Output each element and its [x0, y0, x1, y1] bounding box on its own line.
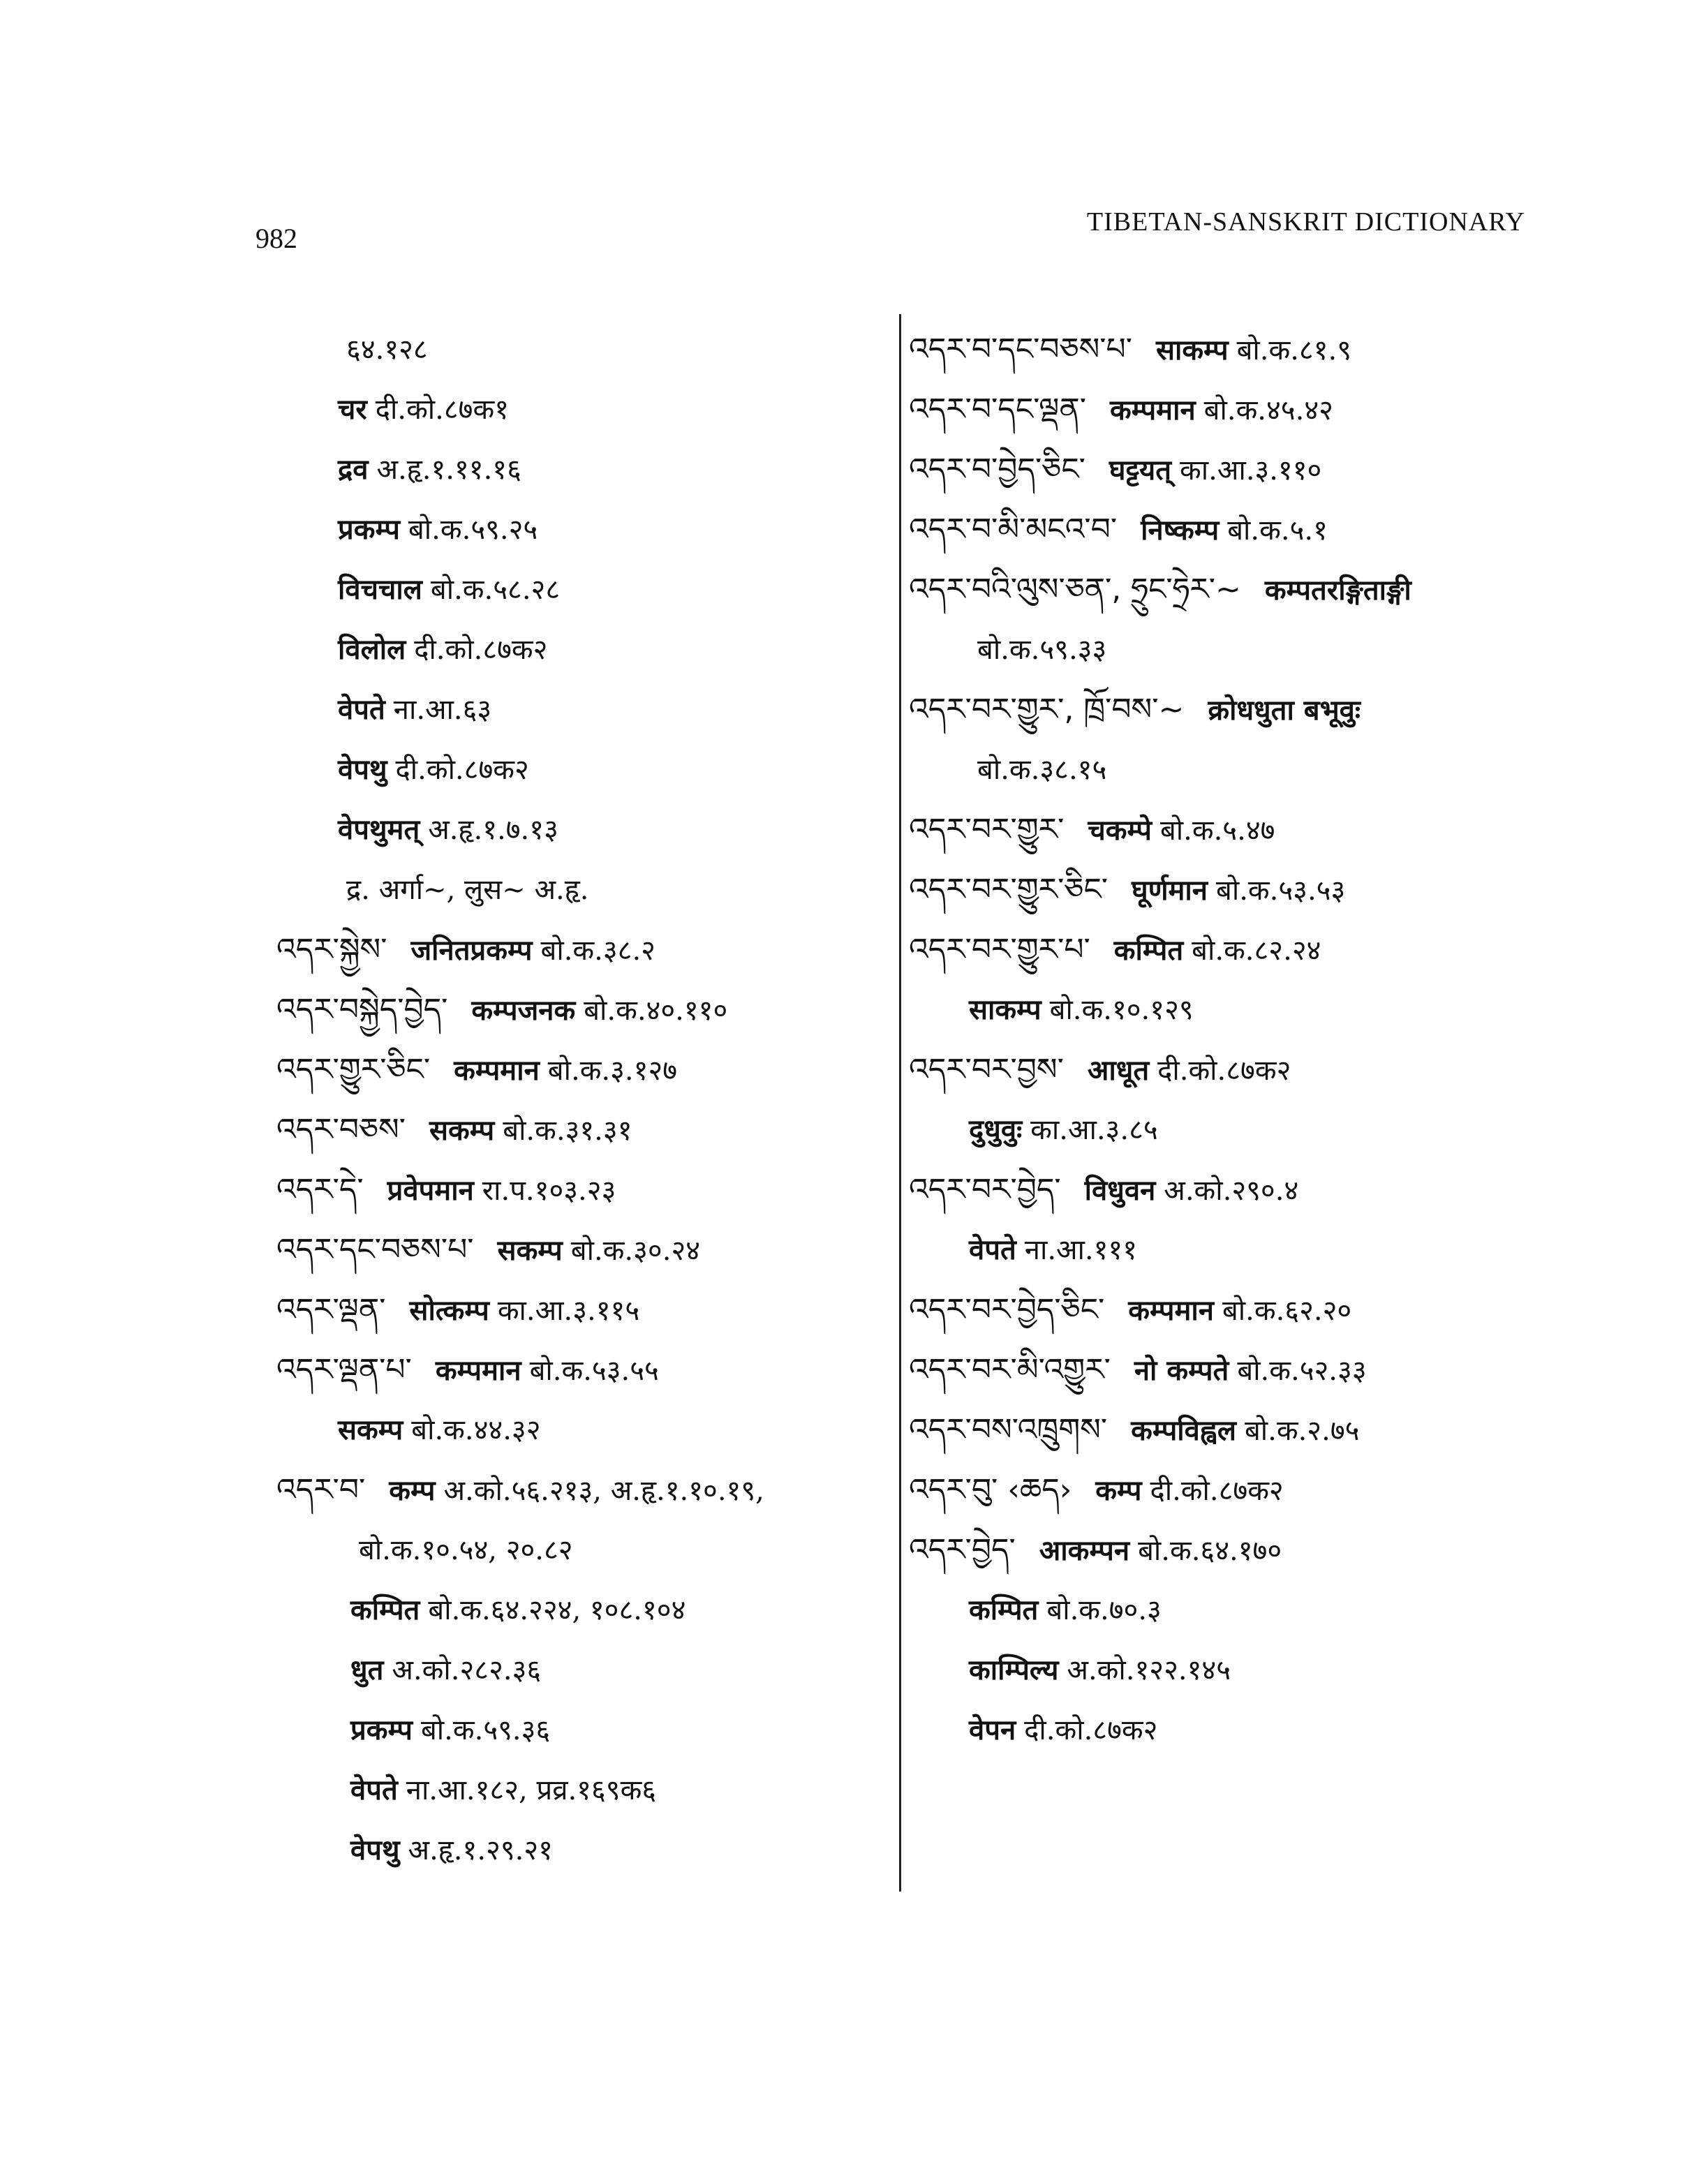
dictionary-entry	[276, 680, 891, 740]
source-reference: दी.को.८७क२	[1024, 1714, 1158, 1746]
dictionary-entry	[276, 1100, 891, 1160]
tibetan-headword: འདར་བྱེད་	[909, 1532, 1016, 1568]
source-reference: का.आ.३.८५	[1030, 1114, 1158, 1146]
tibetan-headword: འདར་བཅས་	[276, 1112, 406, 1147]
source-reference: अ.को.१२२.१४५	[1067, 1654, 1231, 1686]
dictionary-entry	[276, 1820, 891, 1880]
sanskrit-equivalent: वेपते	[969, 1233, 1016, 1266]
source-reference: दी.को.८७क१	[375, 394, 509, 426]
dictionary-entry	[276, 1580, 891, 1640]
sanskrit-equivalent: वेपते	[350, 1774, 398, 1806]
sanskrit-equivalent: आकम्पन	[1039, 1534, 1130, 1567]
sanskrit-equivalent: सोत्कम्प	[409, 1294, 489, 1327]
sanskrit-equivalent: विचचाल	[338, 573, 422, 606]
source-reference: ना.आ.१११	[1024, 1234, 1138, 1266]
source-reference: बो.क.२.७५	[1244, 1415, 1360, 1447]
dictionary-entry	[276, 440, 891, 500]
source-reference: बो.क.६४.२२४, १०८.१०४	[428, 1594, 686, 1626]
source-reference: बो.क.५३.५३	[1216, 875, 1346, 907]
tibetan-headword: འདར་བ་བྱེད་ཅིང་	[909, 452, 1085, 487]
dictionary-entry	[276, 1640, 891, 1700]
sanskrit-equivalent: घट्टयत्	[1109, 454, 1172, 486]
sanskrit-equivalent: कम्पतरङ्गिताङ्गी	[1264, 574, 1411, 607]
source-reference: बो.क.३८.२	[540, 935, 655, 967]
sanskrit-equivalent: वेपते	[338, 693, 385, 726]
source-reference: द्र. अर्गा~, लुस~ अ.हृ.	[346, 874, 589, 906]
dictionary-entry	[276, 1460, 891, 1520]
tibetan-headword: འདར་བུ་ ‹ཆད›	[909, 1472, 1072, 1508]
sanskrit-equivalent: कम्पित	[1113, 934, 1184, 967]
tibetan-headword: འདར་ལྡན་པ་	[276, 1352, 412, 1388]
sanskrit-equivalent: कम्प	[389, 1474, 436, 1507]
dictionary-entry	[276, 1700, 891, 1760]
tibetan-headword: འདར་གྱུར་ཅིང་	[276, 1052, 431, 1087]
tibetan-headword: འདར་བ་	[276, 1472, 366, 1508]
sanskrit-equivalent: प्रकम्प	[338, 513, 400, 546]
source-reference: बो.क.४०.११०	[584, 995, 728, 1027]
source-reference: का.आ.३.११०	[1180, 454, 1322, 486]
dictionary-entry	[276, 560, 891, 620]
source-reference: अ.हृ.१.११.१६	[376, 454, 521, 486]
sanskrit-equivalent: साकम्प	[1155, 334, 1229, 366]
sanskrit-equivalent: प्रवेपमान	[387, 1174, 474, 1207]
sanskrit-equivalent: कम्पमान	[454, 1054, 540, 1087]
sanskrit-equivalent: वेपथु	[350, 1834, 400, 1866]
tibetan-headword: འདར་ལྡན་	[276, 1292, 386, 1328]
sanskrit-equivalent: सकम्प	[338, 1413, 403, 1446]
sanskrit-equivalent: कम्पित	[969, 1594, 1039, 1626]
source-reference: बो.क.४५.४२	[1203, 394, 1333, 426]
sanskrit-equivalent: कम्पमान	[1128, 1294, 1214, 1327]
tibetan-headword: འདར་བ་དང་ལྡན་	[909, 392, 1086, 427]
dictionary-entry	[909, 380, 1537, 440]
sanskrit-equivalent: वेपथुमत्	[338, 813, 420, 846]
sanskrit-equivalent: जनितप्रकम्प	[410, 934, 533, 967]
source-reference: बो.क.८१.९	[1236, 334, 1352, 366]
sanskrit-equivalent: कम्पमान	[435, 1354, 521, 1387]
source-reference: बो.क.७०.३	[1046, 1594, 1162, 1626]
source-reference: बो.क.४४.३२	[411, 1414, 541, 1446]
source-reference: ना.आ.१८२, प्रव्र.१६९क६	[406, 1774, 657, 1806]
dictionary-entry	[276, 1520, 891, 1580]
sanskrit-equivalent: कम्पविह्वल	[1131, 1414, 1236, 1447]
tibetan-headword: འདར་བར་མི་འགྱུར་	[909, 1352, 1111, 1388]
sanskrit-equivalent: आधूत	[1087, 1054, 1150, 1087]
source-reference: बो.क.६२.२०	[1222, 1295, 1352, 1327]
source-reference: बो.क.८२.२४	[1192, 935, 1321, 967]
source-reference: अ.हृ.१.७.१३	[428, 814, 558, 846]
tibetan-headword: འདར་བས་འཁྲུགས་	[909, 1412, 1108, 1448]
tibetan-headword: འདར་བར་བྱེད་	[909, 1172, 1061, 1208]
sanskrit-equivalent: साकम्प	[969, 993, 1042, 1026]
sanskrit-equivalent: विधुवन	[1084, 1174, 1156, 1207]
sanskrit-equivalent: घूर्णमान	[1131, 874, 1208, 907]
dictionary-entry	[909, 1640, 1537, 1700]
page-number: 982	[255, 223, 297, 254]
dictionary-entry	[276, 500, 891, 560]
dictionary-entry	[909, 1280, 1537, 1340]
sanskrit-equivalent: वेपथु	[338, 753, 387, 786]
source-reference: बो.क.५३.५५	[529, 1355, 659, 1387]
dictionary-entry	[909, 320, 1537, 380]
dictionary-entry	[909, 620, 1537, 680]
dictionary-entry	[909, 1340, 1537, 1400]
source-reference: अ.हृ.१.२९.२१	[408, 1834, 553, 1866]
source-reference: ना.आ.६३	[393, 694, 492, 726]
dictionary-entry	[909, 680, 1537, 740]
dictionary-entry	[276, 800, 891, 860]
sanskrit-equivalent: क्रोधधुता बभूवुः	[1208, 694, 1361, 727]
source-reference: दी.को.८७क२	[1157, 1055, 1291, 1087]
tibetan-headword: འདར་བར་བྱས་	[909, 1052, 1064, 1087]
dictionary-entry	[276, 380, 891, 440]
source-reference: बो.क.५.४७	[1159, 815, 1275, 847]
tibetan-headword: འདར་བ་དང་བཅས་པ་	[909, 332, 1132, 367]
tibetan-headword: འདར་བ་མི་མངའ་བ་	[909, 512, 1118, 547]
dictionary-entry	[276, 1760, 891, 1820]
dictionary-entry	[909, 440, 1537, 500]
column-divider	[899, 314, 901, 1892]
sanskrit-equivalent: प्रकम्प	[350, 1714, 413, 1746]
dictionary-entry	[276, 620, 891, 680]
sanskrit-equivalent: सकम्प	[429, 1114, 495, 1147]
source-reference: अ.को.५६.२१३, अ.हृ.१.१०.१९,	[443, 1475, 764, 1507]
dictionary-entry	[909, 920, 1537, 980]
source-reference: बो.क.५९.३३	[977, 634, 1107, 666]
sanskrit-equivalent: वेपन	[969, 1714, 1016, 1746]
source-reference: दी.को.८७क२	[1150, 1475, 1284, 1507]
running-head: TIBETAN-SANSKRIT DICTIONARY	[1086, 207, 1525, 237]
source-reference: बो.क.५९.३६	[420, 1714, 551, 1746]
source-reference: बो.क.५२.३३	[1237, 1355, 1367, 1387]
sanskrit-equivalent: निष्कम्प	[1141, 514, 1220, 547]
source-reference: अ.को.२९०.४	[1164, 1175, 1299, 1207]
source-reference: बो.क.५९.२५	[408, 514, 538, 546]
source-reference: दी.को.८७क२	[414, 634, 548, 666]
sanskrit-equivalent: कम्पजनक	[471, 994, 576, 1027]
dictionary-entry	[909, 860, 1537, 920]
source-reference: दी.को.८७क२	[395, 754, 529, 786]
dictionary-entry	[909, 1160, 1537, 1220]
dictionary-entry	[909, 1040, 1537, 1100]
dictionary-entry	[276, 980, 891, 1040]
source-reference: रा.प.१०३.२३	[482, 1175, 616, 1207]
sanskrit-equivalent: कम्पित	[350, 1594, 420, 1626]
source-reference: बो.क.३८.१५	[977, 754, 1107, 786]
dictionary-entry	[276, 1280, 891, 1340]
tibetan-headword: འདར་བསྐྱེད་བྱེད་	[276, 992, 448, 1027]
dictionary-entry	[276, 1160, 891, 1220]
dictionary-entry	[276, 920, 891, 980]
dictionary-entry	[909, 740, 1537, 800]
dictionary-entry	[909, 1580, 1537, 1640]
left-column	[276, 320, 891, 1880]
sanskrit-equivalent: विलोल	[338, 633, 406, 666]
dictionary-entry	[276, 1340, 891, 1400]
dictionary-entry	[909, 1220, 1537, 1280]
dictionary-entry	[276, 1220, 891, 1280]
tibetan-headword: འདར་བར་གྱུར་, ཁྲོ་བས་~	[909, 692, 1185, 727]
tibetan-headword: འདར་བར་བྱེད་ཅིང་	[909, 1292, 1105, 1328]
dictionary-entry	[909, 500, 1537, 560]
sanskrit-equivalent: सकम्प	[497, 1234, 563, 1267]
dictionary-entry	[276, 860, 891, 920]
sanskrit-equivalent: चकम्पे	[1088, 814, 1152, 847]
source-reference: बो.क.५.१	[1227, 514, 1328, 547]
dictionary-entry	[909, 800, 1537, 860]
source-reference: ६४.१२८	[346, 334, 428, 366]
source-reference: बो.क.३१.३१	[503, 1115, 632, 1147]
sanskrit-equivalent: द्रव	[338, 453, 369, 486]
tibetan-headword: འདར་བར་གྱུར་	[909, 812, 1065, 847]
dictionary-entry	[909, 1460, 1537, 1520]
tibetan-headword: འདར་དང་བཅས་པ་	[276, 1232, 474, 1268]
source-reference: बो.क.१०.१२९	[1049, 994, 1194, 1026]
dictionary-entry	[276, 740, 891, 800]
sanskrit-equivalent: दुधुवुः	[969, 1113, 1023, 1146]
sanskrit-equivalent: धुत	[350, 1654, 384, 1686]
source-reference: अ.को.२८२.३६	[392, 1654, 542, 1686]
tibetan-headword: འདར་བར་གྱུར་པ་	[909, 932, 1090, 967]
sanskrit-equivalent: कम्पमान	[1109, 394, 1196, 426]
source-reference: बो.क.५८.२८	[430, 574, 561, 606]
dictionary-entry	[276, 1400, 891, 1460]
sanskrit-equivalent: काम्पिल्य	[969, 1654, 1059, 1686]
source-reference: बो.क.६४.१७०	[1138, 1535, 1282, 1567]
source-reference: का.आ.३.११५	[497, 1295, 640, 1327]
dictionary-entry	[276, 1040, 891, 1100]
sanskrit-equivalent: चर	[338, 393, 367, 426]
dictionary-entry	[909, 1400, 1537, 1460]
sanskrit-equivalent: नो कम्पते	[1134, 1354, 1229, 1387]
dictionary-entry	[909, 1700, 1537, 1760]
dictionary-entry	[909, 980, 1537, 1040]
source-reference: बो.क.३०.२४	[570, 1235, 701, 1267]
sanskrit-equivalent: कम्प	[1095, 1474, 1142, 1507]
source-reference: बो.क.३.१२७	[547, 1055, 678, 1087]
dictionary-entry	[909, 560, 1537, 620]
tibetan-headword: འདར་སྐྱེས་	[276, 932, 387, 967]
dictionary-entry	[909, 1100, 1537, 1160]
tibetan-headword: འདར་དེ་	[276, 1172, 364, 1208]
right-column	[909, 320, 1537, 1760]
tibetan-headword: འདར་བའི་ལུས་ཅན་, ཧྲུང་ཧྲེར་~	[909, 572, 1241, 607]
dictionary-entry	[909, 1520, 1537, 1580]
source-reference: बो.क.१०.५४, २०.८२	[359, 1534, 573, 1566]
tibetan-headword: འདར་བར་གྱུར་ཅིང་	[909, 872, 1108, 907]
dictionary-entry	[276, 320, 891, 380]
